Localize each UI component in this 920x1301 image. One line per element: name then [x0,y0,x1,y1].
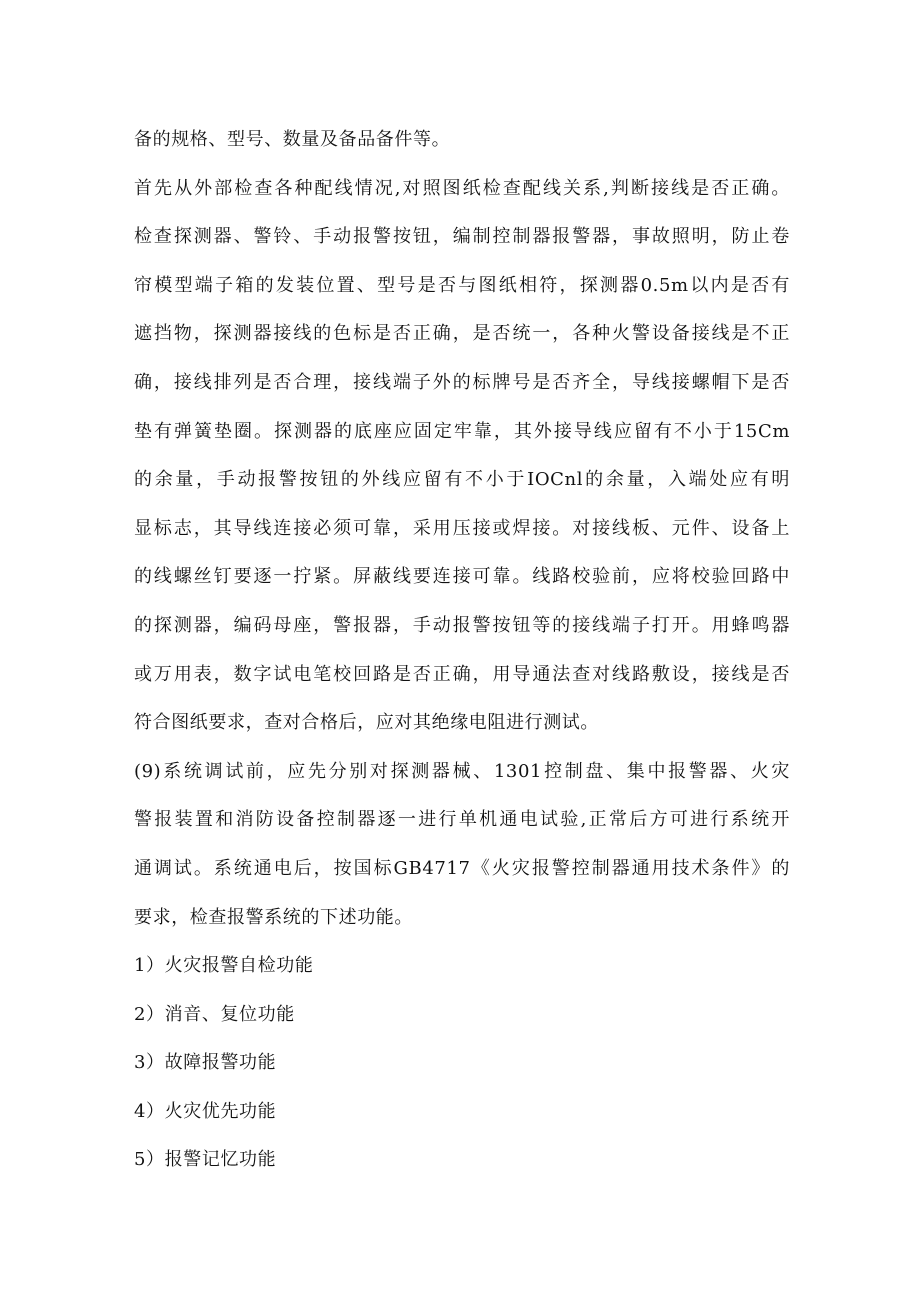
text-line: 要求，检查报警系统的下述功能。 [134,906,413,928]
list-item: 2）消音、复位功能 [134,1003,295,1025]
text-line: 首先从外部检查各种配线情况,对照图纸检查配线关系,判断接线是否正确。 [134,177,790,199]
text-line: 通调试。系统通电后，按国标GB4717《火灾报警控制器通用技术条件》的 [134,857,790,879]
list-item: 1）火灾报警自检功能 [134,955,314,977]
text-line: 帘模型端子箱的发装位置、型号是否与图纸相符，探测器0.5m以内是否有 [134,274,790,296]
text-line: 确，接线排列是否合理，接线端子外的标牌号是否齐全，导线接螺帽下是否 [134,371,790,393]
document-body [134,116,790,1185]
list-item: 5）报警记忆功能 [134,1149,277,1171]
text-line: 的余量，手动报警按钮的外线应留有不小于IOCnl的余量，入端处应有明 [134,469,790,491]
text-line: 的探测器，编码母座，警报器，手动报警按钮等的接线端子打开。用蜂鸣器 [134,614,790,636]
text-line: 备的规格、型号、数量及备品备件等。 [134,129,451,150]
text-line: 检查探测器、警铃、手动报警按钮，编制控制器报警器，事故照明，防止卷 [134,226,790,248]
text-line: 显标志，其导线连接必须可靠，采用压接或焊接。对接线板、元件、设备上 [134,517,790,539]
text-line: 或万用表，数字试电笔校回路是否正确，用导通法查对线路敷设，接线是否 [134,663,790,685]
text-line: (9)系统调试前，应先分别对探测器械、1301控制盘、集中报警器、火灾 [134,760,790,782]
text-line: 垫有弹簧垫圈。探测器的底座应固定牢靠，其外接导线应留有不小于15Cm [134,420,790,442]
list-item: 3）故障报警功能 [134,1052,277,1074]
text-line: 警报装置和消防设备控制器逐一进行单机通电试验,正常后方可进行系统开 [134,809,790,831]
text-line: 符合图纸要求，查对合格后，应对其绝缘电阻进行测试。 [134,712,599,734]
text-line: 遮挡物，探测器接线的色标是否正确，是否统一，各种火警设备接线是不正 [134,323,790,345]
text-line: 的线螺丝钉要逐一拧紧。屏蔽线要连接可靠。线路校验前，应将校验回路中 [134,566,790,588]
list-item: 4）火灾优先功能 [134,1100,277,1122]
